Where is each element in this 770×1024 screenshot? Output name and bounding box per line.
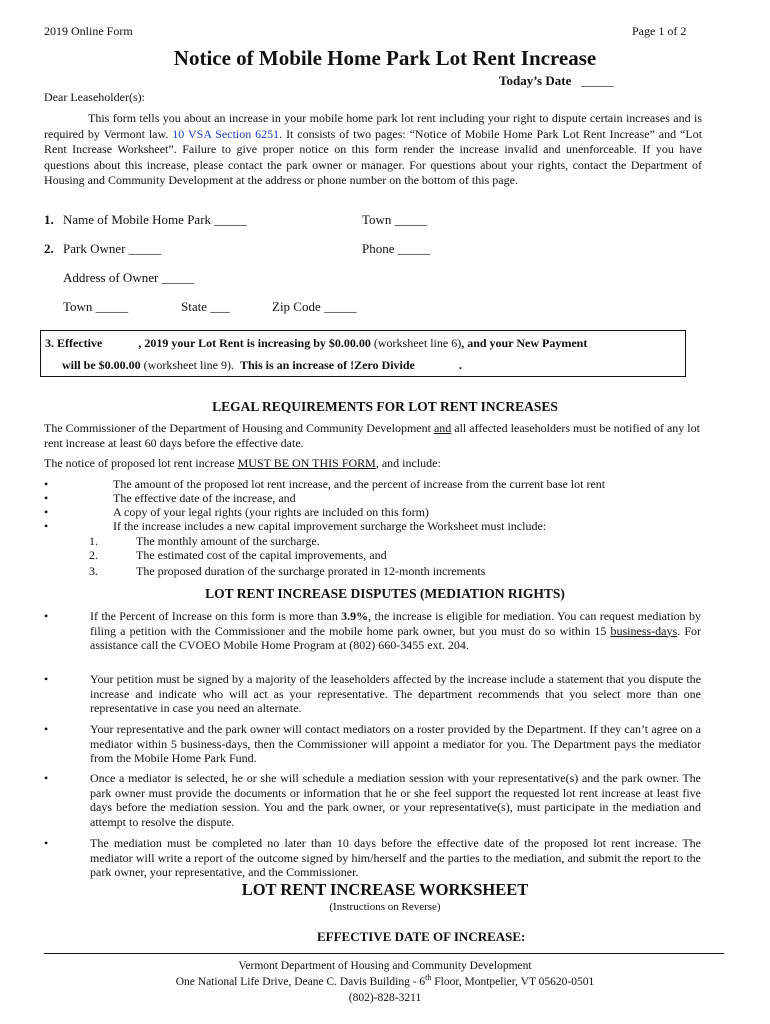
requirement-item: The effective date of the increase, and xyxy=(113,491,296,505)
worksheet-instructions-note: (Instructions on Reverse) xyxy=(329,901,441,913)
dispute-item-4: Once a mediator is selected, he or she will schedule a mediation session with your representative(s) and the park owner. The park owner must provide the documents or information that he or she feel support the requested lot rent increase at least five days before the mediation session. You and the park owner, or your representative(s), must participate in the mediation and attempt to resolve the dispute. xyxy=(90,771,701,829)
statute-link[interactable]: 10 VSA Section 6251 xyxy=(172,126,280,141)
field-number-2: 2. xyxy=(44,241,54,256)
rent-increase-box xyxy=(40,330,686,377)
dispute-item-5: The mediation must be completed no later than 10 days before the effective date of the proposed lot rent increase. The mediator will write a report of the outcome signed by him/herself and the parties to the mediation, and submit the report to the park owner, your representative, and the Commissioner. xyxy=(90,836,701,879)
state-label: State ___ xyxy=(181,299,230,314)
bullet-icon: • xyxy=(44,477,49,491)
state-field[interactable]: ___ xyxy=(210,299,230,314)
bullet-icon: • xyxy=(44,672,49,686)
zip-field[interactable]: _____ xyxy=(324,299,357,314)
park-town-label: Town _____ xyxy=(362,212,428,227)
owner-town-field[interactable]: _____ xyxy=(95,299,129,314)
park-town-field[interactable]: _____ xyxy=(394,212,428,227)
todays-date-field[interactable]: _____ xyxy=(581,73,614,88)
bullet-icon: • xyxy=(44,609,49,623)
park-name-field[interactable]: _____ xyxy=(214,212,247,227)
footer-department: Vermont Department of Housing and Community Development xyxy=(238,960,532,972)
numbered-item-number: 1. xyxy=(89,534,98,548)
bullet-icon: • xyxy=(44,722,49,736)
bullet-icon: • xyxy=(44,836,49,850)
dispute-item-3: Your representative and the park owner will contact mediators on a roster provided by the Department. If they can’t agree on a mediator within 5 business-days, then the Commissioner will appoint a mediator for you. The Department pays the mediator from the Mobile Home Park Fund. xyxy=(90,722,701,765)
footer-address: One National Life Drive, Deane C. Davis Building - 6th Floor, Montpelier, VT 05620-0501 xyxy=(175,973,595,988)
numbered-item-number: 3. xyxy=(89,564,98,578)
requirement-item: The amount of the proposed lot rent increase, and the percent of increase from the current base lot rent xyxy=(113,477,606,491)
bullet-icon: • xyxy=(44,491,49,505)
field-number-1: 1. xyxy=(44,212,54,227)
intro-paragraph: This form tells you about an increase in your mobile home park lot rent including your right to dispute certain increases and is required by Vermont law. 10 VSA Section 6251. It consists of two pages: “Notice of Mobile Home Park Lot Rent Increase” and “Lot Rent Increase Worksheet”. Failure to give proper notice on this form render the increase invalid and unenforceable. If you have questions about this increase, please contact the park owner or manager. For questions about your rights, contact the Department of Housing and Community Development at the address or phone number on the bottom of this page. xyxy=(44,111,703,187)
legal-paragraph-1: The Commissioner of the Department of Housing and Community Development and all affected leaseholders must be notified of any lot rent increase at least 60 days before the effective date. xyxy=(44,421,700,450)
disputes-heading: LOT RENT INCREASE DISPUTES (MEDIATION RIGHTS) xyxy=(205,586,565,601)
owner-address-field[interactable]: _____ xyxy=(161,270,195,285)
bullet-icon: • xyxy=(44,505,49,519)
todays-date-label: Today’s Date _____ xyxy=(499,73,614,88)
owner-town-label: Town _____ xyxy=(63,299,129,314)
requirement-item: A copy of your legal rights (your rights are included on this form) xyxy=(113,505,429,519)
bullet-icon: • xyxy=(44,771,49,785)
park-owner-field[interactable]: _____ xyxy=(128,241,162,256)
bullet-icon: • xyxy=(44,519,49,533)
zip-label: Zip Code _____ xyxy=(272,299,357,314)
rent-increase-line-1: 3. Effective , 2019 your Lot Rent is increasing by $0.00.00 (worksheet line 6), and your New Payment xyxy=(45,336,588,350)
numbered-item-text: The monthly amount of the surcharge. xyxy=(136,534,320,548)
effective-date-label: EFFECTIVE DATE OF INCREASE: xyxy=(317,929,526,944)
phone-label: Phone _____ xyxy=(362,241,431,256)
legal-requirements-heading: LEGAL REQUIREMENTS FOR LOT RENT INCREASES xyxy=(212,399,558,414)
worksheet-heading: LOT RENT INCREASE WORKSHEET xyxy=(241,880,529,899)
footer-phone: (802)-828-3211 xyxy=(348,992,422,1004)
page-title: Notice of Mobile Home Park Lot Rent Increase xyxy=(173,46,597,70)
rent-increase-line-2: will be $0.00.00 (worksheet line 9). This is an increase of !Zero Divide . xyxy=(62,358,462,372)
park-owner-label: Park Owner _____ xyxy=(63,241,162,256)
requirement-item: If the increase includes a new capital improvement surcharge the Worksheet must include: xyxy=(113,519,547,533)
footer xyxy=(0,958,770,1006)
page-number: Page 1 of 2 xyxy=(632,24,687,38)
numbered-item-number: 2. xyxy=(89,548,98,562)
owner-address-label: Address of Owner _____ xyxy=(63,270,195,285)
footer-divider xyxy=(44,953,724,954)
legal-paragraph-2: The notice of proposed lot rent increase MUST BE ON THIS FORM, and include: xyxy=(44,456,441,470)
numbered-item-text: The proposed duration of the surcharge prorated in 12-month increments xyxy=(136,564,486,578)
dispute-item-2: Your petition must be signed by a majority of the leaseholders affected by the increase include a statement that you dispute the increase and indicate who will act as your representative. The department recommends that you select more than one representative in case you need an alternate. xyxy=(90,672,701,715)
phone-field[interactable]: _____ xyxy=(397,241,431,256)
park-name-label: Name of Mobile Home Park _____ xyxy=(63,212,247,227)
numbered-item-text: The estimated cost of the capital improvements, and xyxy=(136,548,387,562)
salutation: Dear Leaseholder(s): xyxy=(44,90,145,104)
form-year-label: 2019 Online Form xyxy=(44,24,133,38)
dispute-item-1: If the Percent of Increase on this form is more than 3.9%, the increase is eligible for mediation. You can request mediation by filing a petition with the Commissioner and the mobile home park owner, but you must do so within 15 business-days. For assistance call the CVOEO Mobile Home Program at (802) 660-3455 ext. 204. xyxy=(90,609,702,652)
